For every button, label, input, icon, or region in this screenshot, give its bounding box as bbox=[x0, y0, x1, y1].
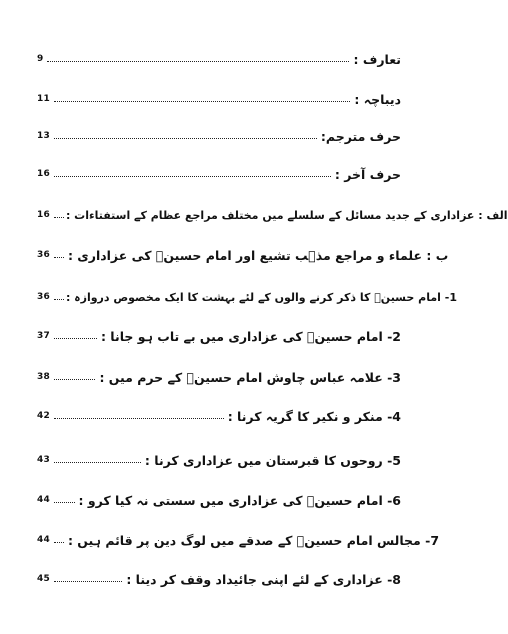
toc-entry-title: 3- علامہ عباس چاوش امام حسینؑ کے حرم میں : bbox=[99, 369, 401, 385]
toc-leader-dots bbox=[54, 462, 141, 463]
toc-entry-title: 6- امام حسینؑ کی عزاداری میں سستی نہ کیا کرو : bbox=[78, 492, 401, 508]
toc-leader-dots bbox=[54, 418, 224, 419]
toc-entry bbox=[37, 164, 401, 184]
toc-entry bbox=[37, 245, 449, 265]
toc-entry bbox=[37, 367, 401, 387]
toc-page-number: 9 bbox=[37, 54, 44, 64]
toc-entry-title: الف : عزاداری کے جدید مسائل کے سلسلے میں مختلف مراجع عظام کے استفتاءات : bbox=[65, 208, 508, 222]
toc-entry bbox=[37, 49, 401, 69]
toc-entry-title: 1- امام حسینؑ کا ذکر کرنے والوں کے لئے بہشت کا ایک مخصوص دروازہ : bbox=[65, 290, 457, 304]
toc-leader-dots bbox=[54, 581, 122, 582]
toc-entry-title: 4- منکر و نکیر کا گریہ کرنا : bbox=[227, 408, 401, 424]
toc-entry-title: تعارف : bbox=[353, 51, 401, 67]
toc-entry-title: حرف مترجم: bbox=[320, 128, 401, 144]
toc-page-number: 16 bbox=[37, 210, 50, 220]
toc-leader-dots bbox=[54, 217, 64, 218]
toc-entry-title: ب : علماء و مراجع مذہب تشیع اور امام حسینؑ کی عزاداری : bbox=[67, 247, 449, 263]
toc-entry bbox=[37, 490, 401, 510]
toc-entry bbox=[37, 126, 401, 146]
toc-page-number: 38 bbox=[37, 372, 50, 382]
toc-page-number: 37 bbox=[37, 331, 50, 341]
toc-leader-dots bbox=[54, 138, 317, 139]
toc-page-number: 11 bbox=[37, 94, 50, 104]
toc-entry-title: 7- مجالس امام حسینؑ کے صدقے میں لوگ دین پر قائم ہیں : bbox=[67, 532, 440, 548]
toc-entry bbox=[37, 406, 401, 426]
toc-page-number: 13 bbox=[37, 131, 50, 141]
toc-leader-dots bbox=[54, 338, 97, 339]
toc-page-number: 36 bbox=[37, 250, 50, 260]
toc-leader-dots bbox=[54, 542, 64, 543]
toc-entry bbox=[37, 450, 401, 470]
toc-page-number: 36 bbox=[37, 292, 50, 302]
toc-page-number: 45 bbox=[37, 574, 50, 584]
toc-page-number: 44 bbox=[37, 495, 50, 505]
toc-page-number: 16 bbox=[37, 169, 50, 179]
toc-leader-dots bbox=[47, 61, 349, 62]
toc-page-number: 43 bbox=[37, 455, 50, 465]
toc-entry-title: 8- عزاداری کے لئے اپنی جائیداد وقف کر دینا : bbox=[126, 571, 401, 587]
toc-entry-title: 2- امام حسینؑ کی عزاداری میں بے تاب ہو جانا : bbox=[100, 328, 401, 344]
toc-entry bbox=[37, 569, 401, 589]
toc-entry-title: دیباچہ : bbox=[354, 91, 401, 107]
toc-entry bbox=[37, 530, 440, 550]
toc-leader-dots bbox=[54, 176, 331, 177]
toc-entry-title: 5- روحوں کا قبرستان میں عزاداری کرنا : bbox=[144, 452, 401, 468]
toc-page-number: 44 bbox=[37, 535, 50, 545]
toc-entry bbox=[37, 89, 401, 109]
toc-entry-title: حرف آخر : bbox=[334, 166, 401, 182]
toc-entry bbox=[37, 287, 457, 307]
toc-entry bbox=[37, 205, 508, 225]
toc-leader-dots bbox=[54, 502, 75, 503]
toc-leader-dots bbox=[54, 101, 350, 102]
toc-leader-dots bbox=[54, 257, 64, 258]
toc-page-number: 42 bbox=[37, 411, 50, 421]
toc-entry bbox=[37, 326, 401, 346]
toc-leader-dots bbox=[54, 379, 96, 380]
toc-leader-dots bbox=[54, 299, 64, 300]
